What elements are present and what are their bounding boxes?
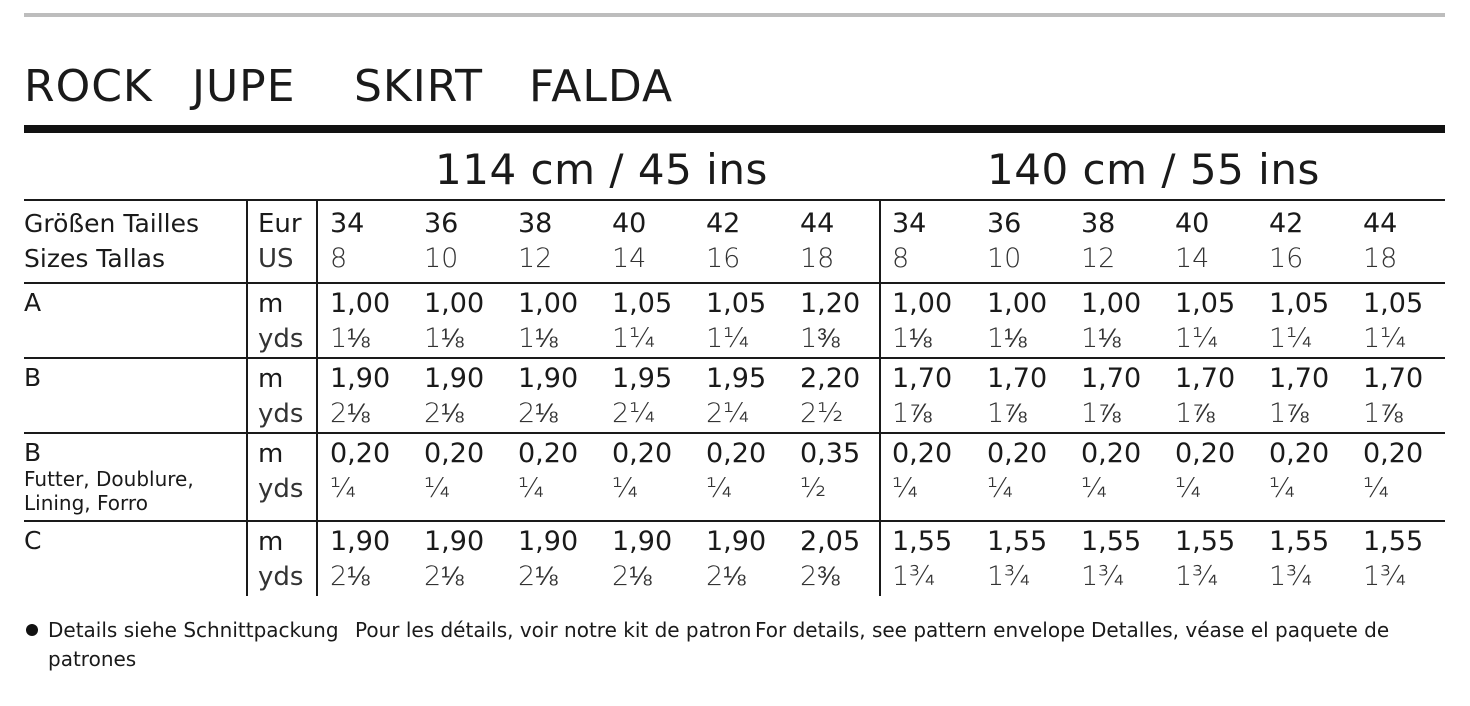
yards-value-cell: ¼: [518, 473, 545, 504]
yards-value-cell: 1⅞: [1081, 398, 1121, 429]
yards-value-cell: 1¾: [987, 561, 1031, 592]
meters-value-cell: 1,00: [1081, 288, 1142, 319]
meters-value-cell: 1,90: [424, 363, 485, 394]
meters-value-cell: 0,20: [424, 438, 485, 469]
meters-value-cell: 1,00: [330, 288, 391, 319]
yards-value-cell: 2¼: [612, 398, 656, 429]
size-eur-cell: 38: [518, 208, 553, 239]
title-word-de: ROCK: [24, 61, 153, 112]
size-us-cell: 16: [706, 243, 741, 274]
yards-value-cell: ¼: [1269, 473, 1296, 504]
meters-value-cell: 1,55: [987, 526, 1048, 557]
fabric-width-114-heading: 114 cm / 45 ins: [435, 145, 768, 194]
title-thick-rule: [24, 125, 1445, 133]
fabric-width-140-heading: 140 cm / 55 ins: [987, 145, 1320, 194]
size-us-cell: 8: [892, 243, 910, 274]
yards-value-cell: 1¼: [1363, 323, 1407, 354]
meters-value-cell: 1,00: [424, 288, 485, 319]
meters-unit-label: m: [258, 439, 284, 469]
yards-value-cell: ¼: [1175, 473, 1202, 504]
yards-value-cell: 2⅛: [518, 398, 558, 429]
yards-value-cell: 2⅛: [518, 561, 558, 592]
meters-value-cell: 0,20: [330, 438, 391, 469]
yards-value-cell: ¼: [706, 473, 733, 504]
yards-unit-label: yds: [258, 324, 304, 354]
sizes-label-line1: Größen Tailles: [24, 209, 200, 238]
meters-value-cell: 1,00: [518, 288, 579, 319]
meters-value-cell: 2,05: [800, 526, 861, 557]
yards-value-cell: 1¼: [1175, 323, 1219, 354]
meters-value-cell: 0,20: [892, 438, 953, 469]
note-fr: Pour les détails, voir notre kit de patron: [355, 618, 752, 642]
bullet-icon: [26, 624, 38, 636]
width-group-divider: [879, 201, 881, 596]
meters-value-cell: 1,90: [518, 363, 579, 394]
meters-value-cell: 1,55: [1363, 526, 1424, 557]
meters-value-cell: 1,95: [612, 363, 673, 394]
size-eur-cell: 36: [424, 208, 459, 239]
eur-unit-label: Eur: [258, 209, 302, 239]
yards-value-cell: 1⅛: [330, 323, 370, 354]
yards-value-cell: 1¾: [1363, 561, 1407, 592]
meters-value-cell: 1,70: [1269, 363, 1330, 394]
yards-unit-label: yds: [258, 562, 304, 592]
yards-value-cell: 2⅛: [424, 398, 464, 429]
meters-value-cell: 0,20: [706, 438, 767, 469]
top-gray-rule: [24, 13, 1445, 17]
meters-unit-label: m: [258, 527, 284, 557]
size-us-cell: 14: [1175, 243, 1210, 274]
yards-value-cell: 1¼: [1269, 323, 1313, 354]
note-en: For details, see pattern envelope: [755, 618, 1086, 642]
meters-value-cell: 1,05: [706, 288, 767, 319]
view-label: B: [24, 438, 42, 467]
yards-value-cell: ¼: [892, 473, 919, 504]
meters-value-cell: 1,90: [424, 526, 485, 557]
size-us-cell: 10: [987, 243, 1022, 274]
meters-value-cell: 1,05: [1363, 288, 1424, 319]
note-es-continued: patrones: [48, 647, 137, 671]
yards-value-cell: 2⅜: [800, 561, 840, 592]
meters-value-cell: 1,55: [1081, 526, 1142, 557]
size-eur-cell: 40: [1175, 208, 1210, 239]
table-rule: [24, 199, 1445, 201]
meters-unit-label: m: [258, 289, 284, 319]
view-label: A: [24, 288, 42, 317]
yards-value-cell: 2⅛: [330, 398, 370, 429]
yards-value-cell: 1¾: [1175, 561, 1219, 592]
meters-value-cell: 0,20: [612, 438, 673, 469]
size-eur-cell: 34: [330, 208, 365, 239]
meters-value-cell: 0,20: [1175, 438, 1236, 469]
yards-value-cell: ½: [800, 473, 827, 504]
yards-value-cell: 2¼: [706, 398, 750, 429]
size-eur-cell: 44: [1363, 208, 1398, 239]
meters-value-cell: 1,20: [800, 288, 861, 319]
yards-value-cell: ¼: [1081, 473, 1108, 504]
size-us-cell: 12: [518, 243, 553, 274]
meters-value-cell: 1,70: [1175, 363, 1236, 394]
us-unit-label: US: [258, 244, 294, 274]
size-us-cell: 8: [330, 243, 348, 274]
meters-value-cell: 1,55: [892, 526, 953, 557]
meters-value-cell: 0,20: [1081, 438, 1142, 469]
meters-value-cell: 1,00: [892, 288, 953, 319]
size-us-cell: 18: [1363, 243, 1398, 274]
meters-value-cell: 1,95: [706, 363, 767, 394]
yards-unit-label: yds: [258, 474, 304, 504]
yards-value-cell: 1¾: [892, 561, 936, 592]
table-rule: [24, 432, 1445, 434]
yards-value-cell: ¼: [987, 473, 1014, 504]
yards-value-cell: 1⅛: [892, 323, 932, 354]
meters-value-cell: 2,20: [800, 363, 861, 394]
meters-value-cell: 0,35: [800, 438, 861, 469]
size-eur-cell: 34: [892, 208, 927, 239]
view-sublabel: Lining, Forro: [24, 491, 148, 515]
title-word-fr: JUPE: [192, 61, 296, 112]
meters-value-cell: 1,90: [612, 526, 673, 557]
size-us-cell: 10: [424, 243, 459, 274]
table-rule: [24, 357, 1445, 359]
meters-value-cell: 0,20: [1269, 438, 1330, 469]
yards-value-cell: 1¼: [612, 323, 656, 354]
meters-value-cell: 1,00: [987, 288, 1048, 319]
meters-value-cell: 0,20: [987, 438, 1048, 469]
label-column-divider: [246, 201, 248, 596]
meters-value-cell: 1,70: [1363, 363, 1424, 394]
yards-value-cell: 1⅞: [1175, 398, 1215, 429]
meters-value-cell: 1,55: [1175, 526, 1236, 557]
yards-unit-label: yds: [258, 399, 304, 429]
yards-value-cell: 1¼: [706, 323, 750, 354]
meters-value-cell: 1,70: [1081, 363, 1142, 394]
yards-value-cell: 1¾: [1081, 561, 1125, 592]
size-eur-cell: 42: [706, 208, 741, 239]
view-label: C: [24, 526, 42, 555]
meters-value-cell: 0,20: [518, 438, 579, 469]
yards-value-cell: ¼: [330, 473, 357, 504]
meters-value-cell: 1,05: [612, 288, 673, 319]
title-word-en: SKIRT: [354, 61, 484, 112]
size-us-cell: 16: [1269, 243, 1304, 274]
note-de: Details siehe Schnittpackung: [48, 618, 339, 642]
yards-value-cell: 2⅛: [612, 561, 652, 592]
yards-value-cell: 1¾: [1269, 561, 1313, 592]
size-us-cell: 14: [612, 243, 647, 274]
meters-value-cell: 1,05: [1269, 288, 1330, 319]
yards-value-cell: 2⅛: [706, 561, 746, 592]
yards-value-cell: ¼: [424, 473, 451, 504]
meters-value-cell: 1,90: [330, 363, 391, 394]
meters-value-cell: 1,90: [518, 526, 579, 557]
unit-column-divider: [316, 201, 318, 596]
yards-value-cell: 2⅛: [330, 561, 370, 592]
meters-value-cell: 1,70: [987, 363, 1048, 394]
title-word-es: FALDA: [529, 61, 674, 112]
size-eur-cell: 36: [987, 208, 1022, 239]
size-eur-cell: 42: [1269, 208, 1304, 239]
meters-value-cell: 0,20: [1363, 438, 1424, 469]
yards-value-cell: 1⅛: [987, 323, 1027, 354]
yards-value-cell: ¼: [1363, 473, 1390, 504]
table-rule: [24, 282, 1445, 284]
yards-value-cell: 1⅜: [800, 323, 840, 354]
yards-value-cell: 1⅛: [518, 323, 558, 354]
view-label: B: [24, 363, 42, 392]
size-eur-cell: 44: [800, 208, 835, 239]
view-sublabel: Futter, Doublure,: [24, 467, 194, 491]
yards-value-cell: ¼: [612, 473, 639, 504]
meters-value-cell: 1,55: [1269, 526, 1330, 557]
sizes-label-line2: Sizes Tallas: [24, 244, 165, 273]
yards-value-cell: 2⅛: [424, 561, 464, 592]
meters-unit-label: m: [258, 364, 284, 394]
yards-value-cell: 1⅞: [987, 398, 1027, 429]
size-us-cell: 18: [800, 243, 835, 274]
meters-value-cell: 1,90: [706, 526, 767, 557]
table-rule: [24, 520, 1445, 522]
meters-value-cell: 1,70: [892, 363, 953, 394]
size-eur-cell: 40: [612, 208, 647, 239]
yards-value-cell: 1⅞: [1363, 398, 1403, 429]
meters-value-cell: 1,90: [330, 526, 391, 557]
yards-value-cell: 1⅞: [1269, 398, 1309, 429]
yards-value-cell: 1⅛: [424, 323, 464, 354]
yards-value-cell: 1⅛: [1081, 323, 1121, 354]
size-us-cell: 12: [1081, 243, 1116, 274]
note-es: Detalles, véase el paquete de: [1091, 618, 1390, 642]
size-eur-cell: 38: [1081, 208, 1116, 239]
yards-value-cell: 2½: [800, 398, 844, 429]
yards-value-cell: 1⅞: [892, 398, 932, 429]
meters-value-cell: 1,05: [1175, 288, 1236, 319]
